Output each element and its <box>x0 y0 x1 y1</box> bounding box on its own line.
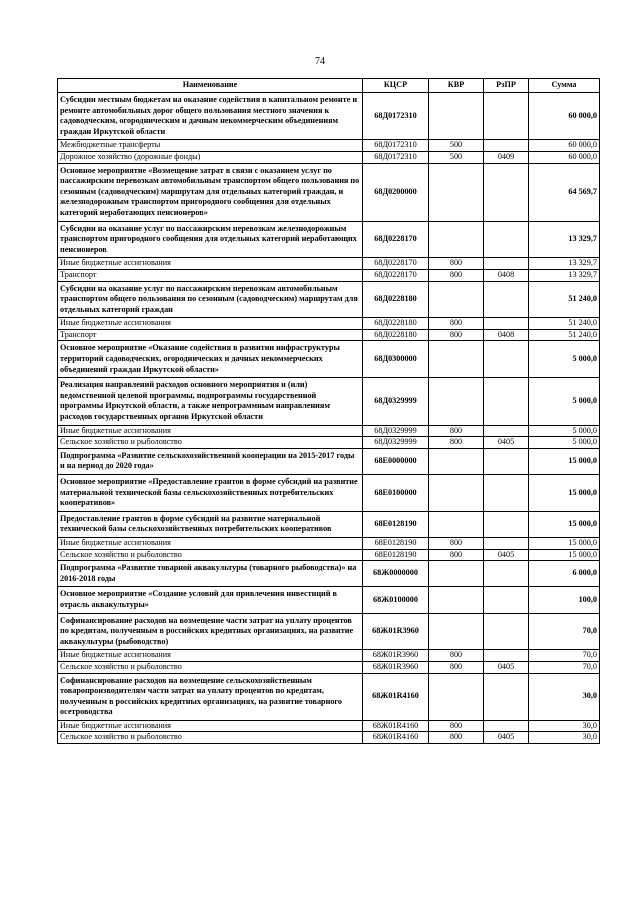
table-row <box>58 549 600 561</box>
cell-sum: 13 329,7 <box>529 269 600 281</box>
cell-kcsr: 68Д0228180 <box>363 281 429 318</box>
table-header-row <box>58 79 600 93</box>
cell-name: Иные бюджетные ассигнования <box>58 318 363 330</box>
cell-sum: 51 240,0 <box>529 318 600 330</box>
cell-name: Основное мероприятие «Предоставление грантов в форме субсидий на развитие материальной технической базы сельскохозяйственных потребительских кооперативов» <box>58 475 363 512</box>
cell-sum: 15 000,0 <box>529 549 600 561</box>
cell-kvr <box>429 281 484 318</box>
cell-rzpr: 0405 <box>484 661 529 673</box>
cell-rzpr <box>484 673 529 720</box>
cell-rzpr: 0408 <box>484 269 529 281</box>
table-row <box>58 151 600 163</box>
cell-name: Субсидии на оказание услуг по пассажирским перевозкам железнодорожным транспортом пригородного сообщения для отдельных категорий неработающих пенсионеров <box>58 221 363 258</box>
cell-sum: 13 329,7 <box>529 221 600 258</box>
cell-sum: 13 329,7 <box>529 258 600 270</box>
cell-sum: 51 240,0 <box>529 281 600 318</box>
cell-kvr <box>429 587 484 613</box>
cell-rzpr: 0405 <box>484 437 529 449</box>
cell-kvr <box>429 673 484 720</box>
cell-name: Софинансирование расходов на возмещение части затрат на уплату процентов по кредитам, полученным в российских кредитных организациях, на развитие аквакультуры (рыбоводство) <box>58 613 363 650</box>
cell-name: Транспорт <box>58 329 363 341</box>
table-row <box>58 673 600 720</box>
table-row <box>58 341 600 378</box>
cell-rzpr <box>484 561 529 587</box>
cell-kvr: 500 <box>429 140 484 152</box>
table-body <box>58 93 600 744</box>
cell-rzpr <box>484 613 529 650</box>
header-sum: Сумма <box>529 79 600 93</box>
cell-name: Дорожное хозяйство (дорожные фонды) <box>58 151 363 163</box>
cell-name: Транспорт <box>58 269 363 281</box>
cell-rzpr: 0405 <box>484 549 529 561</box>
cell-kvr: 800 <box>429 537 484 549</box>
cell-sum: 64 569,7 <box>529 163 600 221</box>
cell-name: Основное мероприятие «Возмещение затрат в связи с оказанием услуг по пассажирским перевозкам автомобильным транспортом общего пользования по сезонным (садоводческим) маршрутам для отдельных категорий граждан, и железнодорожным транспортом пригородного сообщения для отдельных категорий неработающих пенсионеров» <box>58 163 363 221</box>
cell-rzpr <box>484 258 529 270</box>
cell-kcsr: 68Д0172310 <box>363 140 429 152</box>
cell-name: Подпрограмма «Развитие товарной аквакультуры (товарного рыбоводства)» на 2016-2018 годы <box>58 561 363 587</box>
cell-kcsr: 68Д0228170 <box>363 269 429 281</box>
cell-kcsr: 68Ж01R3960 <box>363 661 429 673</box>
cell-name: Сельское хозяйство и рыболовство <box>58 549 363 561</box>
cell-sum: 30,0 <box>529 720 600 732</box>
cell-name: Субсидии местным бюджетам на оказание содействия в капитальном ремонте и ремонте автомобильных дорог общего пользования местного значения к садоводческим, огородническим и дачным некоммерческим объединениям граждан Иркутской области <box>58 93 363 140</box>
cell-name: Иные бюджетные ассигнования <box>58 537 363 549</box>
cell-name: Иные бюджетные ассигнования <box>58 650 363 662</box>
cell-kvr: 800 <box>429 425 484 437</box>
table-row <box>58 650 600 662</box>
cell-rzpr <box>484 163 529 221</box>
cell-sum: 60 000,0 <box>529 93 600 140</box>
cell-kcsr: 68Е0128190 <box>363 537 429 549</box>
cell-sum: 15 000,0 <box>529 511 600 537</box>
cell-kvr <box>429 93 484 140</box>
cell-sum: 51 240,0 <box>529 329 600 341</box>
table-row <box>58 561 600 587</box>
cell-kcsr: 68Е0128190 <box>363 549 429 561</box>
cell-rzpr: 0409 <box>484 151 529 163</box>
table-row <box>58 163 600 221</box>
cell-kvr: 800 <box>429 258 484 270</box>
cell-kcsr: 68Ж01R4160 <box>363 732 429 744</box>
cell-kcsr: 68Д0228180 <box>363 329 429 341</box>
cell-kcsr: 68Ж0000000 <box>363 561 429 587</box>
table-row <box>58 318 600 330</box>
table-row <box>58 448 600 474</box>
table-row <box>58 269 600 281</box>
cell-rzpr <box>484 475 529 512</box>
cell-kcsr: 68Д0228170 <box>363 258 429 270</box>
cell-name: Субсидии на оказание услуг по пассажирским перевозкам автомобильным транспортом общего пользования по сезонным (садоводческим) маршрутам для отдельных категорий граждан <box>58 281 363 318</box>
table-row <box>58 258 600 270</box>
table-row <box>58 475 600 512</box>
cell-kvr <box>429 475 484 512</box>
cell-kvr <box>429 448 484 474</box>
cell-kvr <box>429 378 484 425</box>
table-row <box>58 140 600 152</box>
cell-kcsr: 68Ж0100000 <box>363 587 429 613</box>
cell-rzpr <box>484 318 529 330</box>
table-row <box>58 221 600 258</box>
cell-sum: 100,0 <box>529 587 600 613</box>
cell-rzpr <box>484 281 529 318</box>
page-number: 74 <box>315 56 325 67</box>
cell-kvr <box>429 561 484 587</box>
cell-rzpr <box>484 93 529 140</box>
cell-rzpr <box>484 587 529 613</box>
cell-rzpr <box>484 537 529 549</box>
cell-kcsr: 68Д0172310 <box>363 151 429 163</box>
cell-kvr: 800 <box>429 318 484 330</box>
cell-kcsr: 68Е0128190 <box>363 511 429 537</box>
cell-rzpr <box>484 650 529 662</box>
cell-rzpr: 0408 <box>484 329 529 341</box>
table-row <box>58 437 600 449</box>
cell-kvr: 800 <box>429 661 484 673</box>
cell-kcsr: 68Д0329999 <box>363 425 429 437</box>
cell-name: Иные бюджетные ассигнования <box>58 258 363 270</box>
cell-kvr: 800 <box>429 720 484 732</box>
cell-name: Основное мероприятие «Оказание содействия в развитии инфраструктуры территорий садоводческих, огороднических и дачных некоммерческих объединений граждан Иркутской области» <box>58 341 363 378</box>
cell-name: Межбюджетные трансферты <box>58 140 363 152</box>
cell-sum: 60 000,0 <box>529 140 600 152</box>
table-row <box>58 329 600 341</box>
cell-sum: 5 000,0 <box>529 341 600 378</box>
table-row <box>58 613 600 650</box>
cell-sum: 70,0 <box>529 650 600 662</box>
cell-kcsr: 68Е0100000 <box>363 475 429 512</box>
cell-rzpr <box>484 221 529 258</box>
cell-sum: 70,0 <box>529 613 600 650</box>
cell-kcsr: 68Д0172310 <box>363 93 429 140</box>
cell-name: Сельское хозяйство и рыболовство <box>58 732 363 744</box>
cell-kvr: 800 <box>429 650 484 662</box>
cell-kvr: 800 <box>429 549 484 561</box>
cell-sum: 6 000,0 <box>529 561 600 587</box>
cell-kvr: 800 <box>429 329 484 341</box>
cell-kvr: 800 <box>429 437 484 449</box>
cell-sum: 30,0 <box>529 673 600 720</box>
cell-kvr: 800 <box>429 732 484 744</box>
header-kcsr: КЦСР <box>363 79 429 93</box>
cell-kvr <box>429 613 484 650</box>
cell-name: Сельское хозяйство и рыболовство <box>58 661 363 673</box>
cell-name: Основное мероприятие «Создание условий для привлечения инвестиций в отрасль аквакультуры» <box>58 587 363 613</box>
table-row <box>58 425 600 437</box>
cell-sum: 70,0 <box>529 661 600 673</box>
cell-rzpr <box>484 341 529 378</box>
cell-sum: 60 000,0 <box>529 151 600 163</box>
cell-kcsr: 68Д0300000 <box>363 341 429 378</box>
cell-name: Предоставление грантов в форме субсидий на развитие материальной технической базы сельскохозяйственных потребительских кооперативов <box>58 511 363 537</box>
cell-rzpr <box>484 448 529 474</box>
cell-kcsr: 68Ж01R4160 <box>363 673 429 720</box>
cell-kcsr: 68Д0200000 <box>363 163 429 221</box>
header-kvr: КВР <box>429 79 484 93</box>
cell-kcsr: 68Е0000000 <box>363 448 429 474</box>
cell-name: Иные бюджетные ассигнования <box>58 720 363 732</box>
cell-rzpr <box>484 140 529 152</box>
table-row <box>58 378 600 425</box>
cell-sum: 15 000,0 <box>529 537 600 549</box>
cell-name: Иные бюджетные ассигнования <box>58 425 363 437</box>
cell-sum: 30,0 <box>529 732 600 744</box>
cell-rzpr <box>484 720 529 732</box>
cell-kcsr: 68Д0329999 <box>363 437 429 449</box>
cell-kvr <box>429 341 484 378</box>
cell-sum: 5 000,0 <box>529 437 600 449</box>
cell-kcsr: 68Д0329999 <box>363 378 429 425</box>
table-row <box>58 511 600 537</box>
cell-kvr <box>429 511 484 537</box>
cell-name: Реализация направлений расходов основного мероприятия и (или) ведомственной целевой программы, подпрограммы государственной программы Иркутской области, а также непрограммным направлениям расходов государственных органов Иркутской области <box>58 378 363 425</box>
cell-kcsr: 68Ж01R3960 <box>363 650 429 662</box>
cell-rzpr: 0405 <box>484 732 529 744</box>
cell-sum: 5 000,0 <box>529 425 600 437</box>
table-row <box>58 720 600 732</box>
cell-kcsr: 68Ж01R3960 <box>363 613 429 650</box>
header-rzpr: РзПР <box>484 79 529 93</box>
table-row <box>58 732 600 744</box>
cell-kvr: 800 <box>429 269 484 281</box>
cell-rzpr <box>484 378 529 425</box>
cell-sum: 5 000,0 <box>529 378 600 425</box>
table-row <box>58 93 600 140</box>
cell-sum: 15 000,0 <box>529 448 600 474</box>
table-row <box>58 587 600 613</box>
budget-table <box>57 78 600 744</box>
header-name: Наименование <box>58 79 363 93</box>
cell-name: Сельское хозяйство и рыболовство <box>58 437 363 449</box>
cell-kcsr: 68Ж01R4160 <box>363 720 429 732</box>
cell-rzpr <box>484 511 529 537</box>
cell-name: Софинансирование расходов на возмещение сельскохозяйственным товаропроизводителям части затрат на уплату процентов по кредитам, полученным в российских кредитных организациях, на развитие товарного осетроводства <box>58 673 363 720</box>
table-row <box>58 281 600 318</box>
cell-kvr <box>429 221 484 258</box>
cell-kvr: 500 <box>429 151 484 163</box>
table-row <box>58 661 600 673</box>
cell-name: Подпрограмма «Развитие сельскохозяйственной кооперации на 2015-2017 годы и на период до 2020 года» <box>58 448 363 474</box>
cell-rzpr <box>484 425 529 437</box>
cell-sum: 15 000,0 <box>529 475 600 512</box>
cell-kcsr: 68Д0228180 <box>363 318 429 330</box>
cell-kvr <box>429 163 484 221</box>
table-row <box>58 537 600 549</box>
cell-kcsr: 68Д0228170 <box>363 221 429 258</box>
